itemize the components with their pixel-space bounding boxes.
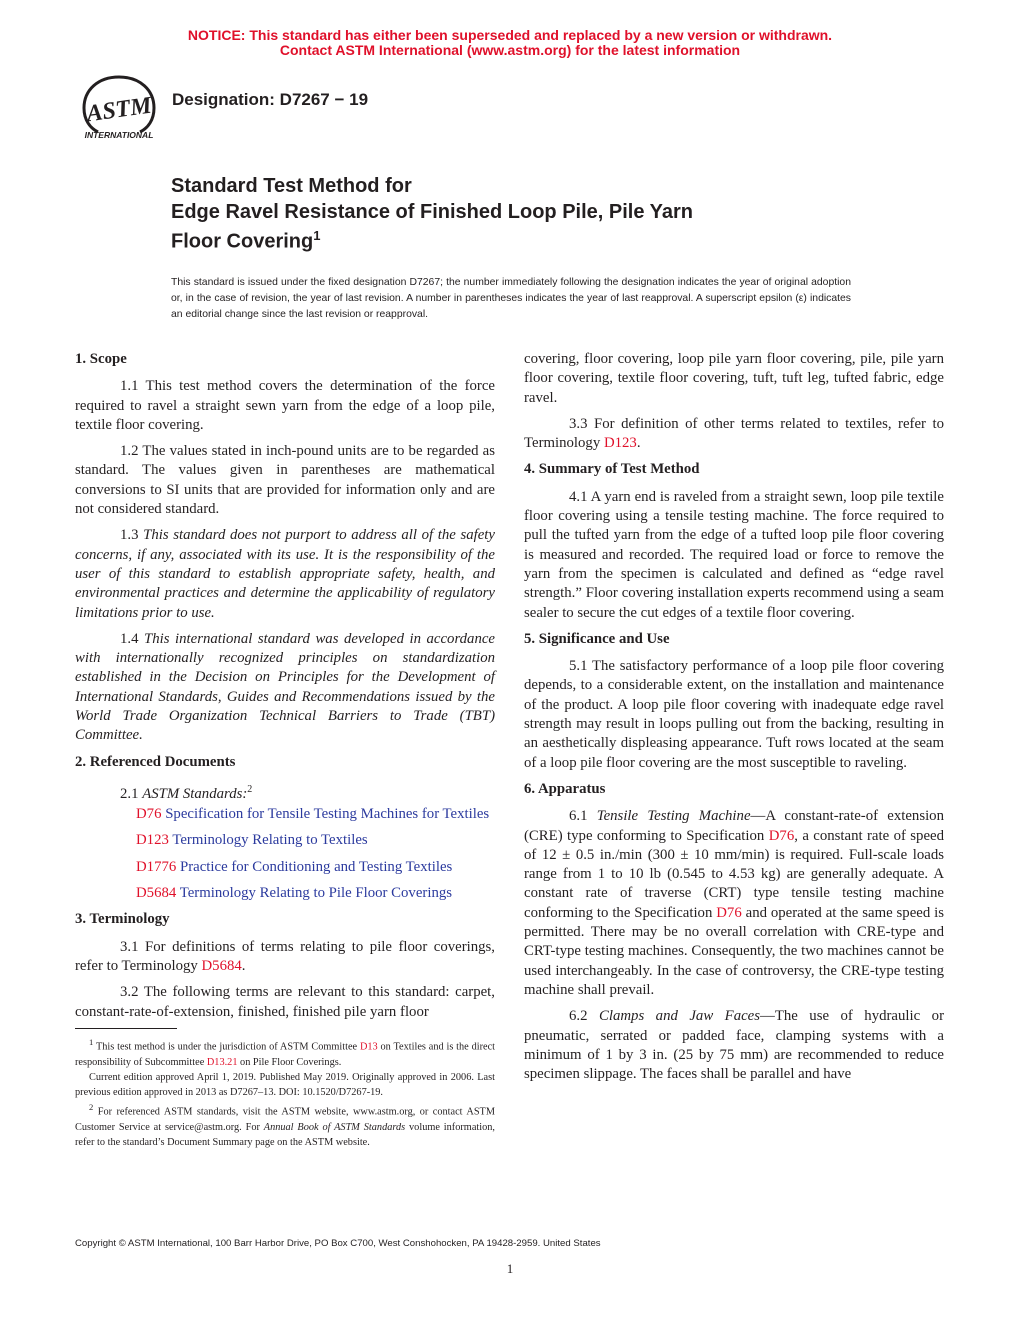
ref-title-link[interactable]: Terminology Relating to Textiles	[172, 832, 368, 849]
paragraph-3-2-continued: covering, floor covering, loop pile yarn floor covering, pile, pile yarn floor covering, textile floor covering, tuft, tuft leg, tufted fabric, edge ravel.	[524, 351, 944, 406]
paragraph-number: 1.3	[120, 527, 139, 544]
footnote-divider	[75, 1028, 177, 1029]
ref-link-d76[interactable]: D76	[768, 827, 795, 844]
paragraph-6-1	[524, 807, 944, 1000]
paragraph-5-1: 5.1 The satisfactory performance of a loop pile floor covering depends, to a considerable extent, on the installation and maintenance of the product. A loop pile floor covering with inadequate edge ravel strength may result in loops pulling out from the backing, resulting in an aesthetically displeasing appearance. Tuft rows located at the seam of a loop pile floor covering are the most susceptible to raveling.	[524, 658, 944, 771]
paragraph-3-3	[524, 415, 944, 454]
footnote-book-title: Annual Book of ASTM Standards	[263, 1121, 406, 1133]
punctuation: .	[241, 957, 246, 974]
right-column	[524, 350, 944, 1091]
title-line-3-text: Floor Covering	[171, 230, 314, 253]
paragraph-1-1: 1.1 This test method covers the determination of the force required to ravel a straight sewn yarn from the edge of a loop pile, textile floor covering.	[75, 378, 495, 433]
footnotes	[75, 1035, 495, 1150]
title-footnote-mark: 1	[313, 228, 321, 243]
copyright-line: Copyright © ASTM International, 100 Barr Harbor Drive, PO Box C700, West Conshohocken, PA 19428-2959. United States	[75, 1238, 601, 1249]
paragraph-1-4	[75, 630, 495, 746]
ref-code-link[interactable]: D76	[136, 806, 162, 823]
paragraph-number: 6.1	[569, 808, 588, 825]
term-clamps-and-jaw-faces: Clamps and Jaw Faces	[598, 1008, 761, 1025]
punctuation: .	[636, 435, 641, 452]
paragraph-2-1	[75, 780, 495, 804]
title-line-1: Standard Test Method for	[171, 175, 412, 197]
section-heading-summary: 4. Summary of Test Method	[524, 461, 700, 478]
footnote-mark: 2	[89, 1102, 94, 1113]
paragraph-4-1: 4.1 A yarn end is raveled from a straight sewn, loop pile textile floor covering using a tensile testing machine. The force required to pull the tufted yarn from the edge of a tufted loop pile floor covering is measured and recorded. The required load or force to remove the yarn from the specimen is calculated and defined as “edge ravel strength.” Floor covering installation experts recommend using a seam sealer to secure the cut edges of a textile floor covering.	[524, 488, 944, 621]
logo-subtext: INTERNATIONAL	[84, 130, 154, 140]
section-heading-scope: 1. Scope	[75, 351, 127, 367]
astm-standards-label: ASTM Standards:	[142, 785, 248, 802]
title-line-2: Edge Ravel Resistance of Finished Loop Pile, Pile Yarn	[171, 201, 694, 223]
ref-item-d5684[interactable]	[75, 884, 495, 903]
paragraph-text: —A constant-rate-of extension (CRE) type conforming to Specification	[524, 808, 944, 844]
paragraph-number: 6.2	[569, 1008, 588, 1025]
paragraph-number: 2.1	[120, 785, 139, 802]
title-line-3	[171, 228, 320, 254]
astm-logo-icon	[78, 74, 160, 147]
ref-title-link[interactable]: Terminology Relating to Pile Floor Coverings	[179, 885, 452, 902]
footnote-text: For referenced ASTM standards, visit the ASTM website, www.astm.org, or contact ASTM Customer Service at service@astm.org. For	[75, 1106, 496, 1133]
paragraph-3-3-text: 3.3 For definition of other terms related to textiles, refer to Terminology	[524, 415, 944, 452]
supersede-notice-line-1: NOTICE: This standard has either been superseded and replaced by a new version or withdrawn.	[187, 27, 833, 43]
paragraph-1-4-text: This international standard was developed in accordance with internationally recognized principles on standardization established in the Decision on Principles for the Development of International Standards, Guides and Recommendations issued by the World Trade Organization Technical Barriers to Trade (TBT) Committee.	[75, 630, 495, 744]
page-number: 1	[506, 1261, 514, 1276]
ref-link-d13[interactable]: D13	[359, 1041, 378, 1053]
footnote-mark-2: 2	[247, 783, 253, 795]
ref-code-link[interactable]: D123	[136, 832, 169, 849]
paragraph-1-3	[75, 526, 495, 622]
section-heading-significance: 5. Significance and Use	[524, 630, 670, 647]
designation: Designation: D7267 − 19	[172, 90, 369, 109]
ref-item-d76[interactable]	[75, 805, 495, 824]
paragraph-1-3-text: This standard does not purport to address all of the safety concerns, if any, associated with its use. It is the responsibility of the user of this standard to establish appropriate safety, health, and environmental practices and determine the applicability of regulatory limitations prior to use.	[75, 527, 495, 621]
section-heading-referenced-documents: 2. Referenced Documents	[75, 753, 236, 770]
footnote-text: This test method is under the jurisdiction of ASTM Committee	[95, 1041, 358, 1053]
footnote-text: volume information, refer to the standard’s Document Summary page on the ASTM website.	[75, 1121, 495, 1149]
section-heading-terminology: 3. Terminology	[75, 911, 170, 928]
ref-link-d123[interactable]: D123	[603, 435, 637, 452]
paragraph-number: 1.4	[120, 630, 139, 647]
paragraph-6-2	[524, 1007, 944, 1084]
ref-link-d76[interactable]: D76	[716, 904, 742, 921]
footnote-1	[75, 1035, 495, 1070]
term-tensile-testing-machine: Tensile Testing Machine	[596, 808, 751, 825]
paragraph-1-2: 1.2 The values stated in inch-pound units are to be regarded as standard. The values given in parentheses are mathematical conversions to SI units that are provided for information only and are not considered standard.	[75, 443, 495, 518]
footnote-text: on Textiles and is the direct responsibility of Subcommittee	[75, 1041, 496, 1068]
footnote-2	[75, 1100, 495, 1150]
ref-code-link[interactable]: D1776	[136, 858, 177, 875]
supersede-notice-line-2: Contact ASTM International (www.astm.org) for the latest information	[279, 42, 741, 58]
footnote-text: on Pile Floor Coverings.	[240, 1056, 342, 1068]
paragraph-text: , a constant rate of speed of 12 ± 0.5 in./min (300 ± 10 mm/min) is required. Full-scale loads range from 1 to 10 lb (0.545 to 4.53 kg) are generally adequate. A constant rate of traverse (CRT) type tensile testing machine conforming to the Specification	[524, 827, 944, 921]
paragraph-text: —The use of hydraulic or pneumatic, serrated or padded face, clamping systems with a minimum of 1 by 3 in. (25 by 75 mm) are recommended to reduce specimen slippage. The faces shall be parallel and have	[524, 1008, 944, 1083]
ref-link-d5684[interactable]: D5684	[201, 957, 242, 974]
paragraph-text: and operated at the same speed is permitted. There may be no overall correlation with CRE-type and CRT-type testing machines. Consequently, the two machines cannot be used interchangeably. In the case of controversy, the CRE-type testing machine shall prevail.	[524, 904, 944, 998]
paragraph-3-2: 3.2 The following terms are relevant to this standard: carpet, constant-rate-of-extension, finished, finished pile yarn floor	[75, 984, 495, 1020]
logo-wordmark: ASTM	[84, 92, 154, 128]
ref-title-link[interactable]: Specification for Tensile Testing Machines for Textiles	[165, 806, 490, 823]
paragraph-3-1	[75, 938, 495, 977]
ref-link-d13-21[interactable]: D13.21	[206, 1056, 238, 1068]
left-column	[75, 350, 495, 1029]
footnote-mark: 1	[89, 1037, 94, 1047]
section-heading-apparatus: 6. Apparatus	[524, 780, 606, 797]
ref-title-link[interactable]: Practice for Conditioning and Testing Textiles	[179, 858, 453, 875]
issue-note: This standard is issued under the fixed designation D7267; the number immediately following the designation indicates the year of original adoption or, in the case of revision, the year of last revision. A number in parentheses indicates the year of last reapproval. A superscript epsilon (ε) indicates an editorial change since the last revision or reapproval.	[171, 277, 851, 320]
ref-code-link[interactable]: D5684	[136, 885, 177, 902]
paragraph-3-1-text: 3.1 For definitions of terms relating to pile floor coverings, refer to Terminology	[75, 938, 495, 974]
footnote-1-edition: Current edition approved April 1, 2019. Published May 2019. Originally approved in 2006. Last previous edition approved in 2013 as D7267–13. DOI: 10.1520/D7267-19.	[75, 1071, 495, 1099]
ref-item-d1776[interactable]	[75, 858, 495, 877]
ref-item-d123[interactable]	[75, 831, 495, 850]
